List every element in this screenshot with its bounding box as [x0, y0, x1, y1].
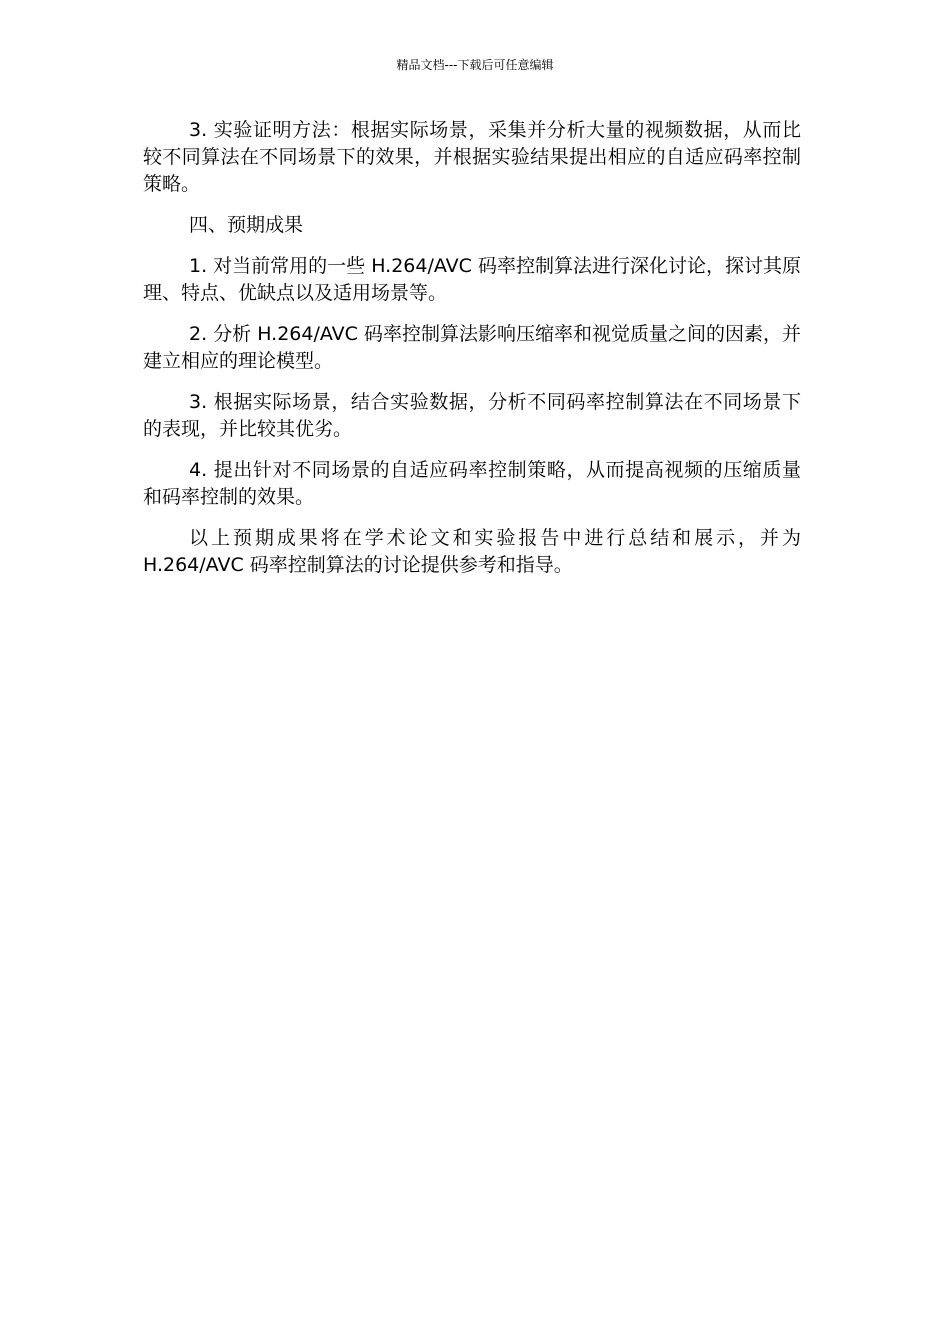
- section-heading-expected-results: 四、预期成果: [189, 214, 304, 236]
- paragraph-result-1: 1. 对当前常用的一些 H.264/AVC 码率控制算法进行深化讨论，探讨其原理、特点、优缺点以及适用场景等。: [143, 255, 801, 304]
- paragraph-method-3: 3. 实验证明方法：根据实际场景，采集并分析大量的视频数据，从而比较不同算法在不同场景下的效果，并根据实验结果提出相应的自适应码率控制策略。: [143, 119, 801, 195]
- page-header: 精品文档---下载后可任意编辑: [396, 58, 554, 72]
- paragraph-result-4: 4. 提出针对不同场景的自适应码率控制策略，从而提高视频的压缩质量和码率控制的效果。: [143, 459, 801, 508]
- paragraph-result-2: 2. 分析 H.264/AVC 码率控制算法影响压缩率和视觉质量之间的因素，并建立相应的理论模型。: [143, 323, 801, 372]
- paragraph-result-3: 3. 根据实际场景，结合实验数据，分析不同码率控制算法在不同场景下的表现，并比较其优劣。: [143, 391, 801, 440]
- document-body: [143, 117, 801, 593]
- paragraph-summary: 以上预期成果将在学术论文和实验报告中进行总结和展示，并为 H.264/AVC 码率控制算法的讨论提供参考和指导。: [143, 527, 801, 576]
